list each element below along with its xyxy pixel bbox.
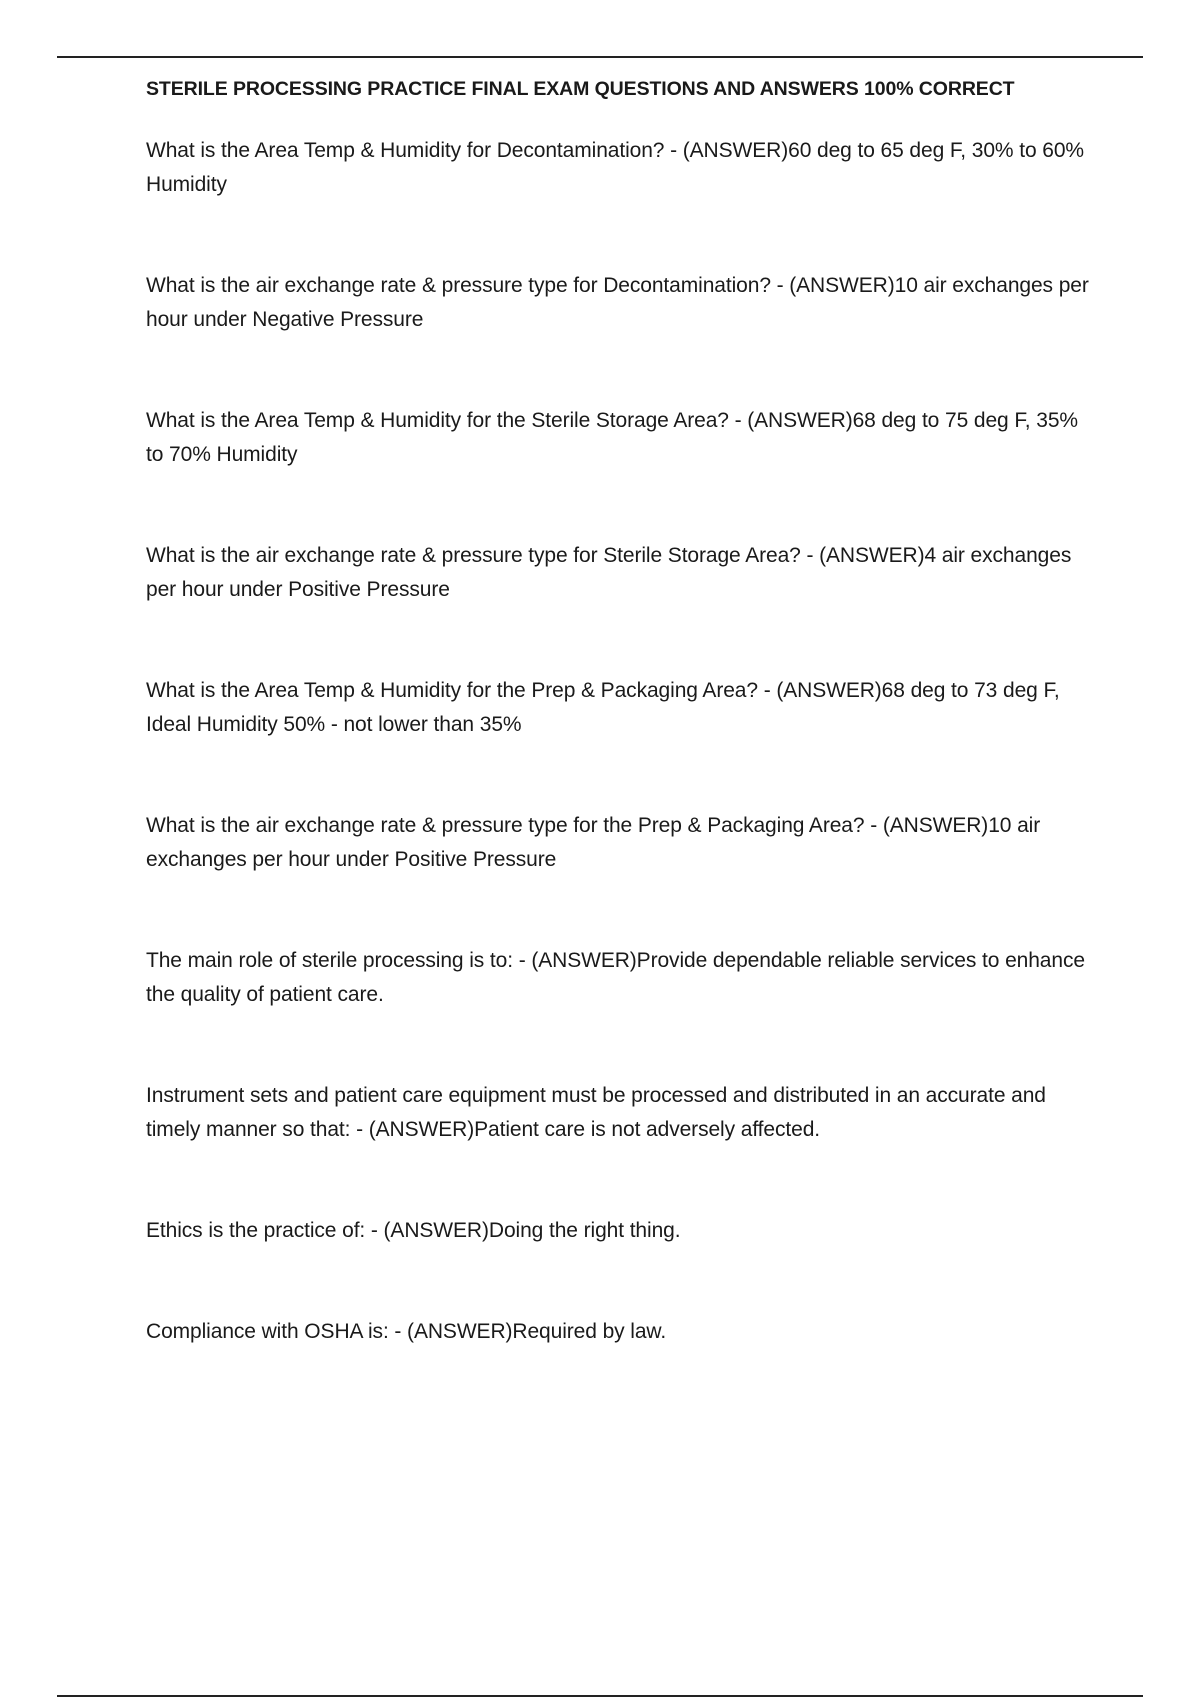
qa-item: Compliance with OSHA is: - (ANSWER)Required by law.: [146, 1320, 667, 1343]
qa-item: What is the Area Temp & Humidity for the Sterile Storage Area? - (ANSWER)68 deg to 75 deg F, 35% to 70% Humidity: [146, 409, 1078, 466]
footer-rule: [57, 1695, 1143, 1697]
qa-item: What is the Area Temp & Humidity for the Prep & Packaging Area? - (ANSWER)68 deg to 73 deg F, Ideal Humidity 50% - not lower than 35%: [146, 679, 1060, 736]
qa-item: Ethics is the practice of: - (ANSWER)Doing the right thing.: [146, 1219, 681, 1242]
document-body: [146, 76, 1096, 1416]
qa-item: What is the air exchange rate & pressure type for Sterile Storage Area? - (ANSWER)4 air exchanges per hour under Positive Pressure: [146, 544, 1072, 601]
qa-item: Instrument sets and patient care equipment must be processed and distributed in an accurate and timely manner so that: - (ANSWER)Patient care is not adversely affected.: [146, 1084, 1046, 1141]
header-rule: [57, 56, 1143, 58]
qa-item: What is the air exchange rate & pressure type for Decontamination? - (ANSWER)10 air exchanges per hour under Negative Pressure: [146, 274, 1089, 331]
document-title: STERILE PROCESSING PRACTICE FINAL EXAM QUESTIONS AND ANSWERS 100% CORRECT: [146, 78, 1015, 100]
qa-item: What is the Area Temp & Humidity for Decontamination? - (ANSWER)60 deg to 65 deg F, 30% to 60% Humidity: [146, 139, 1085, 196]
qa-item: What is the air exchange rate & pressure type for the Prep & Packaging Area? - (ANSWER)10 air exchanges per hour under Positive Pressure: [146, 814, 1041, 871]
qa-item: The main role of sterile processing is to: - (ANSWER)Provide dependable reliable services to enhance the quality of patient care.: [146, 949, 1085, 1006]
